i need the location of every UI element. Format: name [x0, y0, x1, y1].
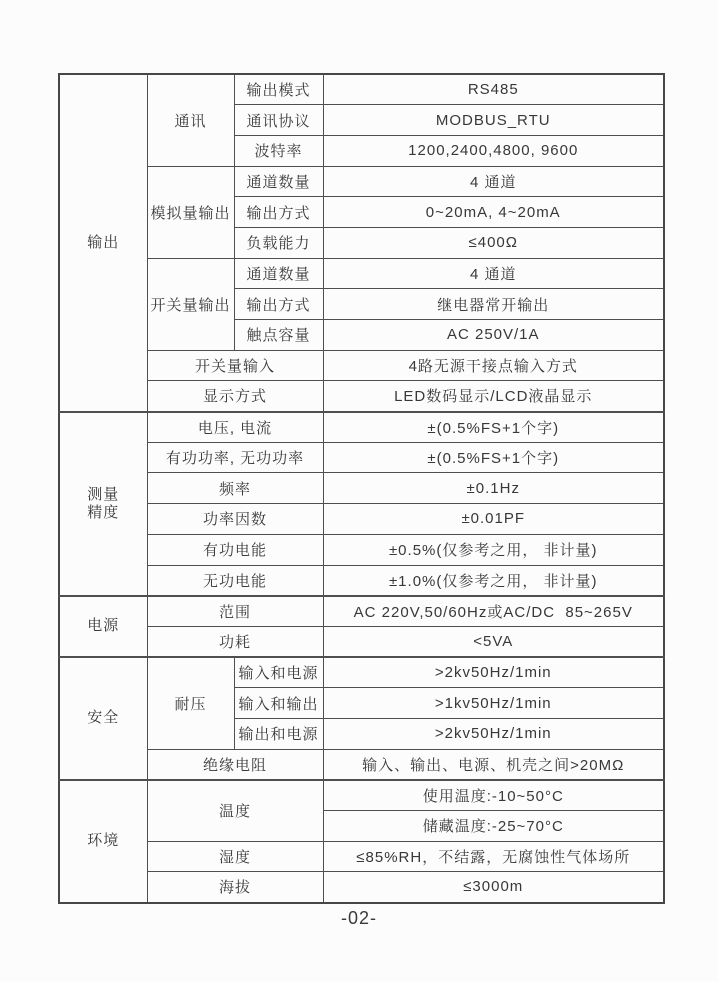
table-row: [59, 504, 664, 535]
row-value: ±(0.5%FS+1个字): [323, 412, 664, 443]
row-label: 开关量输入: [147, 350, 323, 381]
table-row: [59, 473, 664, 504]
row-label: 有功电能: [147, 534, 323, 565]
row-label: 输入和电源: [234, 657, 323, 688]
group-cell-accuracy: [59, 412, 147, 596]
subgroup-cell-withstand: 耐压: [147, 657, 234, 749]
group-cell-environment: 环境: [59, 780, 147, 903]
row-value: 4 通道: [323, 166, 664, 197]
group-label-line: 测量: [87, 485, 120, 503]
row-value: >2kv50Hz/1min: [323, 657, 664, 688]
subgroup-cell-comm: 通讯: [147, 74, 234, 166]
row-label: 功耗: [147, 626, 323, 657]
row-label: 绝缘电阻: [147, 749, 323, 780]
group-cell-power: 电源: [59, 596, 147, 657]
table-row: [59, 626, 664, 657]
row-label: 输出和电源: [234, 718, 323, 749]
row-value: 继电器常开输出: [323, 289, 664, 320]
row-value: ≤400Ω: [323, 227, 664, 258]
row-value: 输入、输出、电源、机壳之间>20MΩ: [323, 749, 664, 780]
row-value: RS485: [323, 74, 664, 105]
row-value: 使用温度:-10~50°C: [323, 780, 664, 811]
table-row: [59, 749, 664, 780]
row-value: MODBUS_RTU: [323, 105, 664, 136]
table-row: [59, 258, 664, 289]
row-label: 输入和输出: [234, 688, 323, 719]
row-label: 湿度: [147, 841, 323, 872]
row-value: LED数码显示/LCD液晶显示: [323, 381, 664, 412]
table-row: [59, 841, 664, 872]
group-cell-safety: 安全: [59, 657, 147, 780]
spec-table: [58, 73, 665, 904]
row-label: 无功电能: [147, 565, 323, 596]
table-row: [59, 381, 664, 412]
group-label-line: 精度: [87, 503, 120, 521]
row-value: ≤3000m: [323, 872, 664, 903]
table-row: [59, 534, 664, 565]
row-label: 电压, 电流: [147, 412, 323, 443]
subgroup-cell-analog-output: 模拟量输出: [147, 166, 234, 258]
row-label: 负载能力: [234, 227, 323, 258]
row-label: 通讯协议: [234, 105, 323, 136]
row-label: 通道数量: [234, 258, 323, 289]
row-label: 温度: [147, 780, 323, 841]
row-value: >2kv50Hz/1min: [323, 718, 664, 749]
table-row: [59, 872, 664, 903]
row-label: 输出方式: [234, 197, 323, 228]
row-label: 通道数量: [234, 166, 323, 197]
page-number: -02-: [340, 908, 377, 928]
row-label: 波特率: [234, 135, 323, 166]
row-value: 4 通道: [323, 258, 664, 289]
row-label: 有功功率, 无功功率: [147, 442, 323, 473]
table-row: [59, 596, 664, 627]
row-label: 频率: [147, 473, 323, 504]
row-value: 1200,2400,4800, 9600: [323, 135, 664, 166]
row-label: 输出模式: [234, 74, 323, 105]
row-value: AC 250V/1A: [323, 320, 664, 351]
row-value: >1kv50Hz/1min: [323, 688, 664, 719]
row-value: ±0.5%(仅参考之用， 非计量): [323, 534, 664, 565]
row-value: ±0.1Hz: [323, 473, 664, 504]
table-row: [59, 350, 664, 381]
row-value: 储藏温度:-25~70°C: [323, 811, 664, 842]
group-cell-output: 输出: [59, 74, 147, 412]
row-label: 显示方式: [147, 381, 323, 412]
row-value: 0~20mA, 4~20mA: [323, 197, 664, 228]
row-value: ≤85%RH，不结露，无腐蚀性气体场所: [323, 841, 664, 872]
row-label: 海拔: [147, 872, 323, 903]
row-value: ±0.01PF: [323, 504, 664, 535]
table-row: [59, 657, 664, 688]
row-value: 4路无源干接点输入方式: [323, 350, 664, 381]
row-label: 输出方式: [234, 289, 323, 320]
table-row: [59, 565, 664, 596]
table-row: [59, 442, 664, 473]
row-value: AC 220V,50/60Hz或AC/DC 85~265V: [323, 596, 664, 627]
row-label: 触点容量: [234, 320, 323, 351]
table-row: [59, 780, 664, 811]
subgroup-cell-relay-output: 开关量输出: [147, 258, 234, 350]
row-label: 范围: [147, 596, 323, 627]
table-row: [59, 74, 664, 105]
row-label: 功率因数: [147, 504, 323, 535]
table-row: [59, 166, 664, 197]
row-value: ±1.0%(仅参考之用， 非计量): [323, 565, 664, 596]
row-value: ±(0.5%FS+1个字): [323, 442, 664, 473]
table-row: [59, 412, 664, 443]
row-value: <5VA: [323, 626, 664, 657]
